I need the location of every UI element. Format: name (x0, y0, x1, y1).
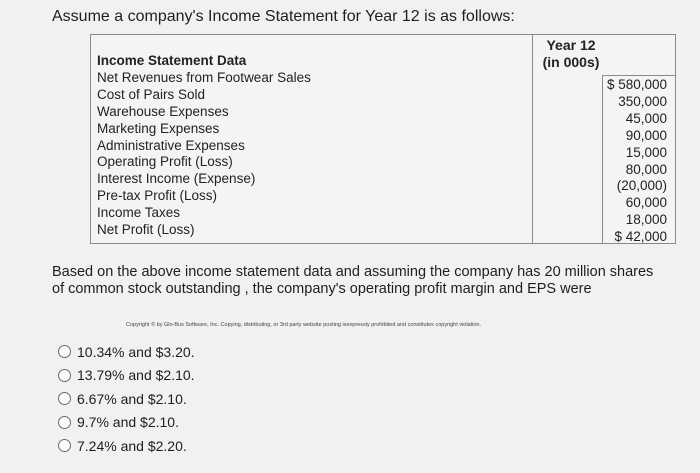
row-label: Administrative Expenses (97, 137, 245, 153)
row-value: 45,000 (625, 110, 667, 126)
table-header: Income Statement Data (97, 53, 247, 68)
row-label: Pre-tax Profit (Loss) (97, 188, 218, 204)
row-labels (97, 53, 311, 239)
row-value: 60,000 (625, 195, 667, 211)
year-header-line2: (in 000s) (542, 54, 600, 70)
radio-button[interactable] (58, 369, 71, 382)
answer-option-1[interactable] (58, 340, 195, 364)
answer-option-5[interactable] (58, 434, 195, 458)
row-label: Net Profit (Loss) (97, 222, 195, 238)
prompt-line1: Based on the above income statement data and assuming the company has 20 million shares (52, 264, 654, 280)
row-value: 80,000 (625, 161, 667, 177)
row-label: Income Taxes (97, 205, 181, 221)
row-value: 90,000 (625, 127, 667, 143)
answer-label: 10.34% and $3.20. (77, 343, 195, 360)
question-prompt (52, 264, 700, 298)
row-value: 15,000 (625, 144, 667, 160)
answer-option-4[interactable] (58, 411, 195, 435)
answer-label: 9.7% and $2.10. (77, 414, 179, 431)
row-label: Marketing Expenses (97, 120, 220, 136)
row-value: 18,000 (625, 212, 667, 228)
answer-label: 6.67% and $2.10. (77, 390, 187, 407)
row-value: $ 42,000 (614, 229, 667, 245)
year-column-header (536, 37, 606, 71)
income-statement-table (90, 34, 676, 244)
row-label: Net Revenues from Footwear Sales (97, 69, 311, 85)
row-label: Interest Income (Expense) (97, 171, 256, 187)
question-text: Assume a company's Income Statement for Year 12 is as follows: (52, 8, 515, 25)
row-values (607, 77, 667, 246)
radio-button[interactable] (58, 392, 71, 405)
row-value: $ 580,000 (606, 77, 667, 92)
row-label: Cost of Pairs Sold (97, 86, 206, 102)
row-label: Warehouse Expenses (97, 103, 229, 119)
column-divider (532, 35, 533, 243)
year-header-line1: Year 12 (546, 37, 596, 53)
radio-button[interactable] (58, 416, 71, 429)
answer-label: 13.79% and $2.10. (77, 367, 195, 384)
answer-options (58, 340, 195, 458)
prompt-line2: of common stock outstanding , the company's operating profit margin and EPS were (52, 281, 592, 297)
radio-button[interactable] (58, 439, 71, 452)
row-value: (20,000) (616, 178, 667, 194)
answer-option-2[interactable] (58, 364, 195, 388)
radio-button[interactable] (58, 345, 71, 358)
answer-option-3[interactable] (58, 387, 195, 411)
answer-label: 7.24% and $2.20. (77, 437, 187, 454)
row-label: Operating Profit (Loss) (97, 154, 233, 170)
copyright-notice: Copyright © by Glo-Bus Software, Inc. Copying, distributing, or 3rd party website posting isexpressly prohibited and constitutes copyright violation. (126, 322, 482, 328)
row-value: 350,000 (618, 93, 667, 109)
